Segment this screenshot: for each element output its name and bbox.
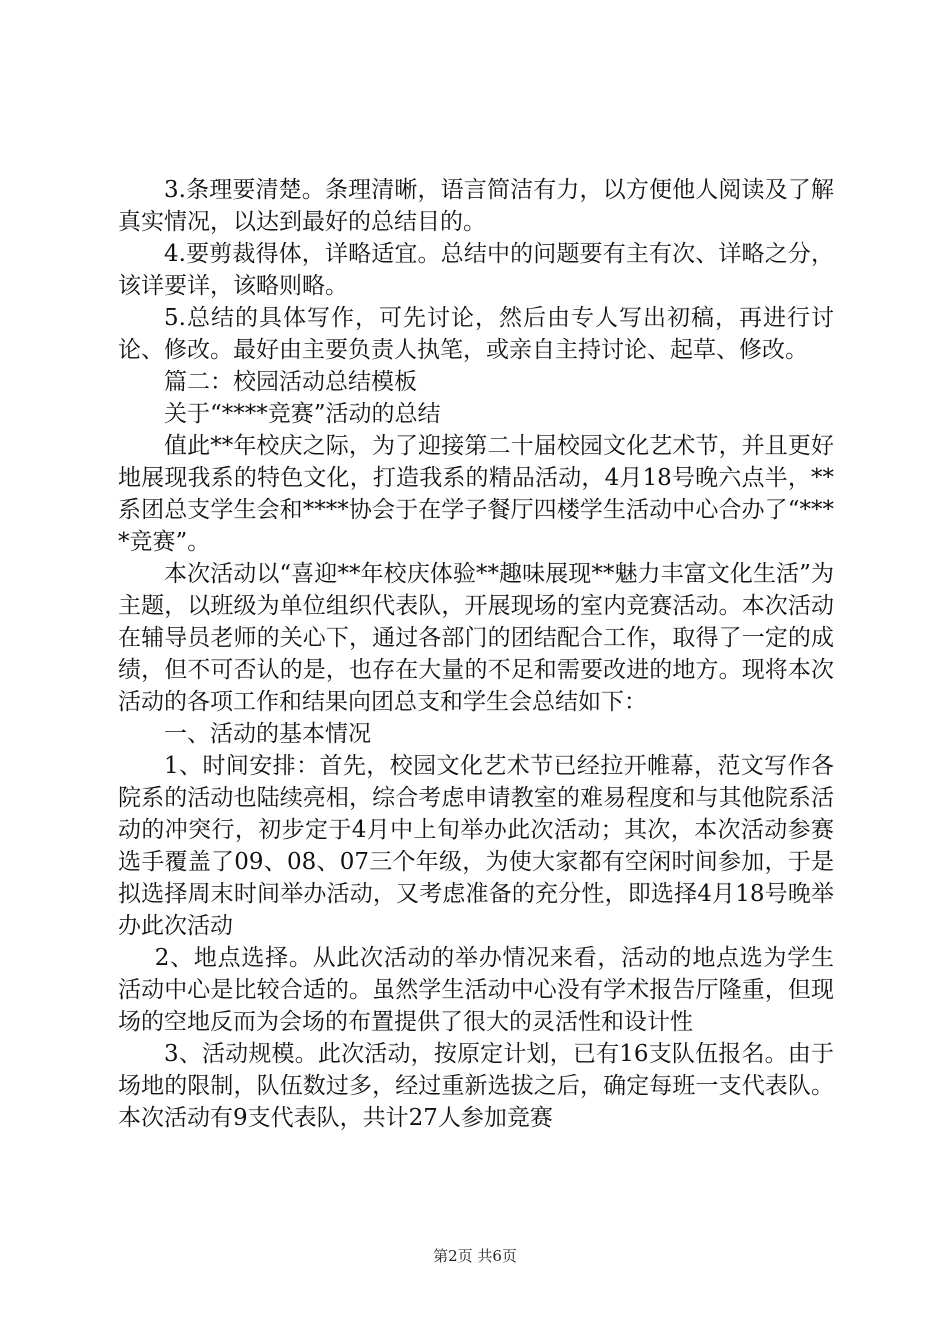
venue-selection-paragraph: 2、地点选择。从此次活动的举办情况来看，活动的地点选为学生活动中心是比较合适的。虽然学生活动中心没有学术报告厅隆重，但现场的空地反而为会场的布置提供了很大的灵活性和设计性: [118, 945, 834, 1035]
document-title: 关于“****竞赛”活动的总结: [164, 401, 441, 427]
paragraph-item-4: 4.要剪裁得体，详略适宜。总结中的问题要有主有次、详略之分，该详要详，该略则略。: [118, 241, 834, 299]
intro-paragraph: 值此**年校庆之际，为了迎接第二十届校园文化艺术节，并且更好地展现我系的特色文化，打造我系的精品活动，4月18号晚六点半，**系团总支学生会和****协会于在学子餐厅四楼学生活动中心合办了“****竞赛”。: [118, 433, 834, 555]
paragraph-item-3: 3.条理要清楚。条理清晰，语言简洁有力，以方便他人阅读及了解真实情况，以达到最好的总结目的。: [118, 177, 834, 235]
paragraph-item-5: 5.总结的具体写作，可先讨论，然后由专人写出初稿，再进行讨论、修改。最好由主要负责人执笔，或亲自主持讨论、起草、修改。: [118, 305, 834, 363]
subsection-heading: 一、活动的基本情况: [164, 721, 371, 747]
section-heading: 篇二：校园活动总结模板: [164, 369, 417, 395]
time-arrangement-paragraph: 1、时间安排：首先，校园文化艺术节已经拉开帷幕，范文写作各院系的活动也陆续亮相，综合考虑申请教室的难易程度和与其他院系活动的冲突行，初步定于4月中上旬举办此次活动；其次，本次活动参赛选手覆盖了09、08、07三个年级，为使大家都有空闲时间参加，于是拟选择周末时间举办活动，又考虑准备的充分性，即选择4月18号晚举办此次活动: [118, 753, 834, 939]
document-body: [118, 174, 834, 1134]
overview-paragraph: 本次活动以“喜迎**年校庆体验**趣味展现**魅力丰富文化生活”为主题，以班级为单位组织代表队，开展现场的室内竞赛活动。本次活动在辅导员老师的关心下，通过各部门的团结配合工作，取得了一定的成绩，但不可否认的是，也存在大量的不足和需要改进的地方。现将本次活动的各项工作和结果向团总支和学生会总结如下：: [118, 561, 834, 715]
activity-scale-paragraph: 3、活动规模。此次活动，按原定计划，已有16支队伍报名。由于场地的限制，队伍数过多，经过重新选拔之后，确定每班一支代表队。本次活动有9支代表队，共计27人参加竞赛: [118, 1041, 834, 1131]
page-number-footer: 第2页 共6页: [433, 1247, 517, 1265]
